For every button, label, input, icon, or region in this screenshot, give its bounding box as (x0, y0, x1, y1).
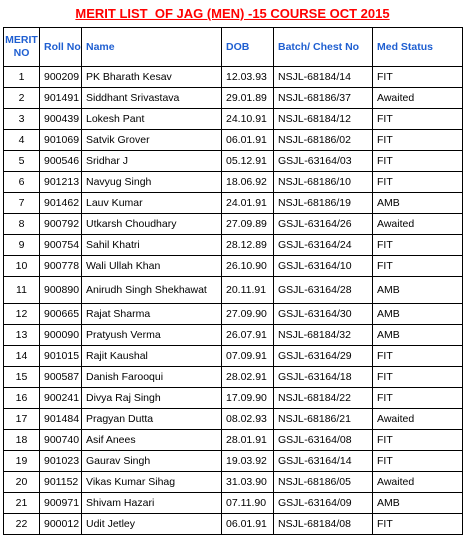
cell-batch-chest-no: NSJL-68184/12 (274, 109, 373, 130)
cell-dob: 08.02.93 (222, 409, 274, 430)
cell-dob: 07.11.90 (222, 493, 274, 514)
table-row (4, 514, 463, 535)
cell-batch-chest-no: GSJL-63164/09 (274, 493, 373, 514)
cell-dob: 06.01.91 (222, 514, 274, 535)
cell-roll-no: 901213 (40, 172, 82, 193)
cell-merit-no: 10 (4, 256, 40, 277)
table-row (4, 325, 463, 346)
cell-merit-no: 6 (4, 172, 40, 193)
cell-merit-no: 4 (4, 130, 40, 151)
cell-med-status: FIT (373, 367, 463, 388)
cell-batch-chest-no: NSJL-68184/32 (274, 325, 373, 346)
table-row (4, 472, 463, 493)
cell-batch-chest-no: GSJL-63164/30 (274, 304, 373, 325)
cell-med-status: AMB (373, 277, 463, 304)
cell-name: PK Bharath Kesav (82, 67, 222, 88)
cell-merit-no: 5 (4, 151, 40, 172)
cell-med-status: FIT (373, 388, 463, 409)
table-row (4, 277, 463, 304)
cell-roll-no: 901023 (40, 451, 82, 472)
cell-dob: 27.09.90 (222, 304, 274, 325)
cell-name: Wali Ullah Khan (82, 256, 222, 277)
table-row (4, 430, 463, 451)
cell-batch-chest-no: NSJL-68186/21 (274, 409, 373, 430)
cell-dob: 28.02.91 (222, 367, 274, 388)
table-body (4, 67, 463, 535)
cell-merit-no: 15 (4, 367, 40, 388)
cell-dob: 24.01.91 (222, 193, 274, 214)
cell-med-status: FIT (373, 151, 463, 172)
table-row (4, 304, 463, 325)
cell-roll-no: 900754 (40, 235, 82, 256)
cell-roll-no: 901015 (40, 346, 82, 367)
table-row (4, 235, 463, 256)
cell-name: Danish Farooqui (82, 367, 222, 388)
cell-batch-chest-no: GSJL-63164/14 (274, 451, 373, 472)
cell-med-status: FIT (373, 346, 463, 367)
cell-batch-chest-no: NSJL-68184/22 (274, 388, 373, 409)
cell-merit-no: 17 (4, 409, 40, 430)
cell-batch-chest-no: GSJL-63164/26 (274, 214, 373, 235)
cell-med-status: FIT (373, 514, 463, 535)
cell-merit-no: 3 (4, 109, 40, 130)
cell-roll-no: 900241 (40, 388, 82, 409)
cell-roll-no: 900546 (40, 151, 82, 172)
cell-batch-chest-no: GSJL-63164/29 (274, 346, 373, 367)
cell-name: Navyug Singh (82, 172, 222, 193)
cell-dob: 31.03.90 (222, 472, 274, 493)
cell-dob: 28.12.89 (222, 235, 274, 256)
table-row (4, 151, 463, 172)
cell-name: Sridhar J (82, 151, 222, 172)
cell-med-status: Awaited (373, 214, 463, 235)
cell-batch-chest-no: GSJL-63164/10 (274, 256, 373, 277)
cell-merit-no: 9 (4, 235, 40, 256)
cell-batch-chest-no: GSJL-63164/24 (274, 235, 373, 256)
cell-dob: 05.12.91 (222, 151, 274, 172)
cell-roll-no: 900740 (40, 430, 82, 451)
cell-roll-no: 900890 (40, 277, 82, 304)
cell-med-status: Awaited (373, 409, 463, 430)
cell-name: Shivam Hazari (82, 493, 222, 514)
cell-merit-no: 18 (4, 430, 40, 451)
table-row (4, 88, 463, 109)
cell-name: Asif Anees (82, 430, 222, 451)
cell-med-status: Awaited (373, 472, 463, 493)
cell-merit-no: 22 (4, 514, 40, 535)
cell-roll-no: 901152 (40, 472, 82, 493)
cell-med-status: FIT (373, 451, 463, 472)
cell-name: Anirudh Singh Shekhawat (82, 277, 222, 304)
cell-dob: 07.09.91 (222, 346, 274, 367)
cell-roll-no: 901069 (40, 130, 82, 151)
cell-med-status: AMB (373, 304, 463, 325)
cell-batch-chest-no: NSJL-68186/05 (274, 472, 373, 493)
table-row (4, 451, 463, 472)
cell-dob: 27.09.89 (222, 214, 274, 235)
table-row (4, 409, 463, 430)
cell-roll-no: 900792 (40, 214, 82, 235)
cell-name: Satvik Grover (82, 130, 222, 151)
cell-name: Pragyan Dutta (82, 409, 222, 430)
cell-roll-no: 901484 (40, 409, 82, 430)
header-roll-no: Roll No (40, 28, 82, 67)
cell-med-status: FIT (373, 130, 463, 151)
cell-merit-no: 8 (4, 214, 40, 235)
cell-dob: 26.10.90 (222, 256, 274, 277)
cell-batch-chest-no: NSJL-68186/37 (274, 88, 373, 109)
cell-merit-no: 21 (4, 493, 40, 514)
cell-roll-no: 900012 (40, 514, 82, 535)
cell-name: Rajat Sharma (82, 304, 222, 325)
table-row (4, 130, 463, 151)
table-header-row (4, 28, 463, 67)
cell-batch-chest-no: GSJL-63164/28 (274, 277, 373, 304)
cell-med-status: FIT (373, 67, 463, 88)
cell-name: Sahil Khatri (82, 235, 222, 256)
cell-name: Siddhant Srivastava (82, 88, 222, 109)
cell-med-status: Awaited (373, 88, 463, 109)
page-title: MERIT LIST OF JAG (MEN) -15 COURSE OCT 2015 (75, 6, 390, 21)
cell-med-status: FIT (373, 256, 463, 277)
table-row (4, 493, 463, 514)
table-row (4, 388, 463, 409)
cell-merit-no: 16 (4, 388, 40, 409)
header-merit-line2: NO (13, 47, 30, 59)
cell-med-status: FIT (373, 109, 463, 130)
cell-med-status: FIT (373, 172, 463, 193)
cell-dob: 24.10.91 (222, 109, 274, 130)
cell-name: Lauv Kumar (82, 193, 222, 214)
cell-merit-no: 1 (4, 67, 40, 88)
cell-merit-no: 7 (4, 193, 40, 214)
cell-batch-chest-no: NSJL-68186/10 (274, 172, 373, 193)
cell-med-status: FIT (373, 430, 463, 451)
cell-dob: 20.11.91 (222, 277, 274, 304)
cell-roll-no: 900778 (40, 256, 82, 277)
header-med-status: Med Status (373, 28, 463, 67)
table-row (4, 193, 463, 214)
cell-name: Pratyush Verma (82, 325, 222, 346)
cell-dob: 12.03.93 (222, 67, 274, 88)
cell-dob: 19.03.92 (222, 451, 274, 472)
table-row (4, 109, 463, 130)
table-row (4, 172, 463, 193)
cell-med-status: AMB (373, 193, 463, 214)
cell-batch-chest-no: GSJL-63164/03 (274, 151, 373, 172)
cell-dob: 18.06.92 (222, 172, 274, 193)
cell-dob: 29.01.89 (222, 88, 274, 109)
cell-batch-chest-no: GSJL-63164/08 (274, 430, 373, 451)
table-row (4, 256, 463, 277)
cell-med-status: FIT (373, 235, 463, 256)
table-row (4, 67, 463, 88)
cell-batch-chest-no: NSJL-68184/08 (274, 514, 373, 535)
header-dob: DOB (222, 28, 274, 67)
cell-batch-chest-no: NSJL-68186/02 (274, 130, 373, 151)
cell-batch-chest-no: GSJL-63164/18 (274, 367, 373, 388)
cell-name: Lokesh Pant (82, 109, 222, 130)
cell-batch-chest-no: NSJL-68184/14 (274, 67, 373, 88)
cell-dob: 06.01.91 (222, 130, 274, 151)
cell-merit-no: 13 (4, 325, 40, 346)
cell-name: Utkarsh Choudhary (82, 214, 222, 235)
cell-roll-no: 901491 (40, 88, 82, 109)
cell-batch-chest-no: NSJL-68186/19 (274, 193, 373, 214)
cell-roll-no: 900439 (40, 109, 82, 130)
header-merit-line1: MERIT (5, 34, 38, 46)
cell-roll-no: 900090 (40, 325, 82, 346)
table-row (4, 346, 463, 367)
cell-name: Rajit Kaushal (82, 346, 222, 367)
cell-merit-no: 20 (4, 472, 40, 493)
table-row (4, 214, 463, 235)
cell-dob: 26.07.91 (222, 325, 274, 346)
cell-med-status: AMB (373, 325, 463, 346)
cell-merit-no: 12 (4, 304, 40, 325)
cell-merit-no: 14 (4, 346, 40, 367)
cell-name: Vikas Kumar Sihag (82, 472, 222, 493)
header-batch-chest-no: Batch/ Chest No (274, 28, 373, 67)
cell-roll-no: 901462 (40, 193, 82, 214)
cell-roll-no: 900209 (40, 67, 82, 88)
table-row (4, 367, 463, 388)
cell-roll-no: 900665 (40, 304, 82, 325)
cell-merit-no: 19 (4, 451, 40, 472)
cell-merit-no: 2 (4, 88, 40, 109)
merit-table (3, 27, 463, 535)
header-merit-no (4, 28, 40, 67)
cell-roll-no: 900971 (40, 493, 82, 514)
cell-med-status: AMB (373, 493, 463, 514)
cell-name: Gaurav Singh (82, 451, 222, 472)
cell-merit-no: 11 (4, 277, 40, 304)
cell-dob: 17.09.90 (222, 388, 274, 409)
cell-dob: 28.01.91 (222, 430, 274, 451)
header-name: Name (82, 28, 222, 67)
cell-name: Udit Jetley (82, 514, 222, 535)
cell-name: Divya Raj Singh (82, 388, 222, 409)
cell-roll-no: 900587 (40, 367, 82, 388)
